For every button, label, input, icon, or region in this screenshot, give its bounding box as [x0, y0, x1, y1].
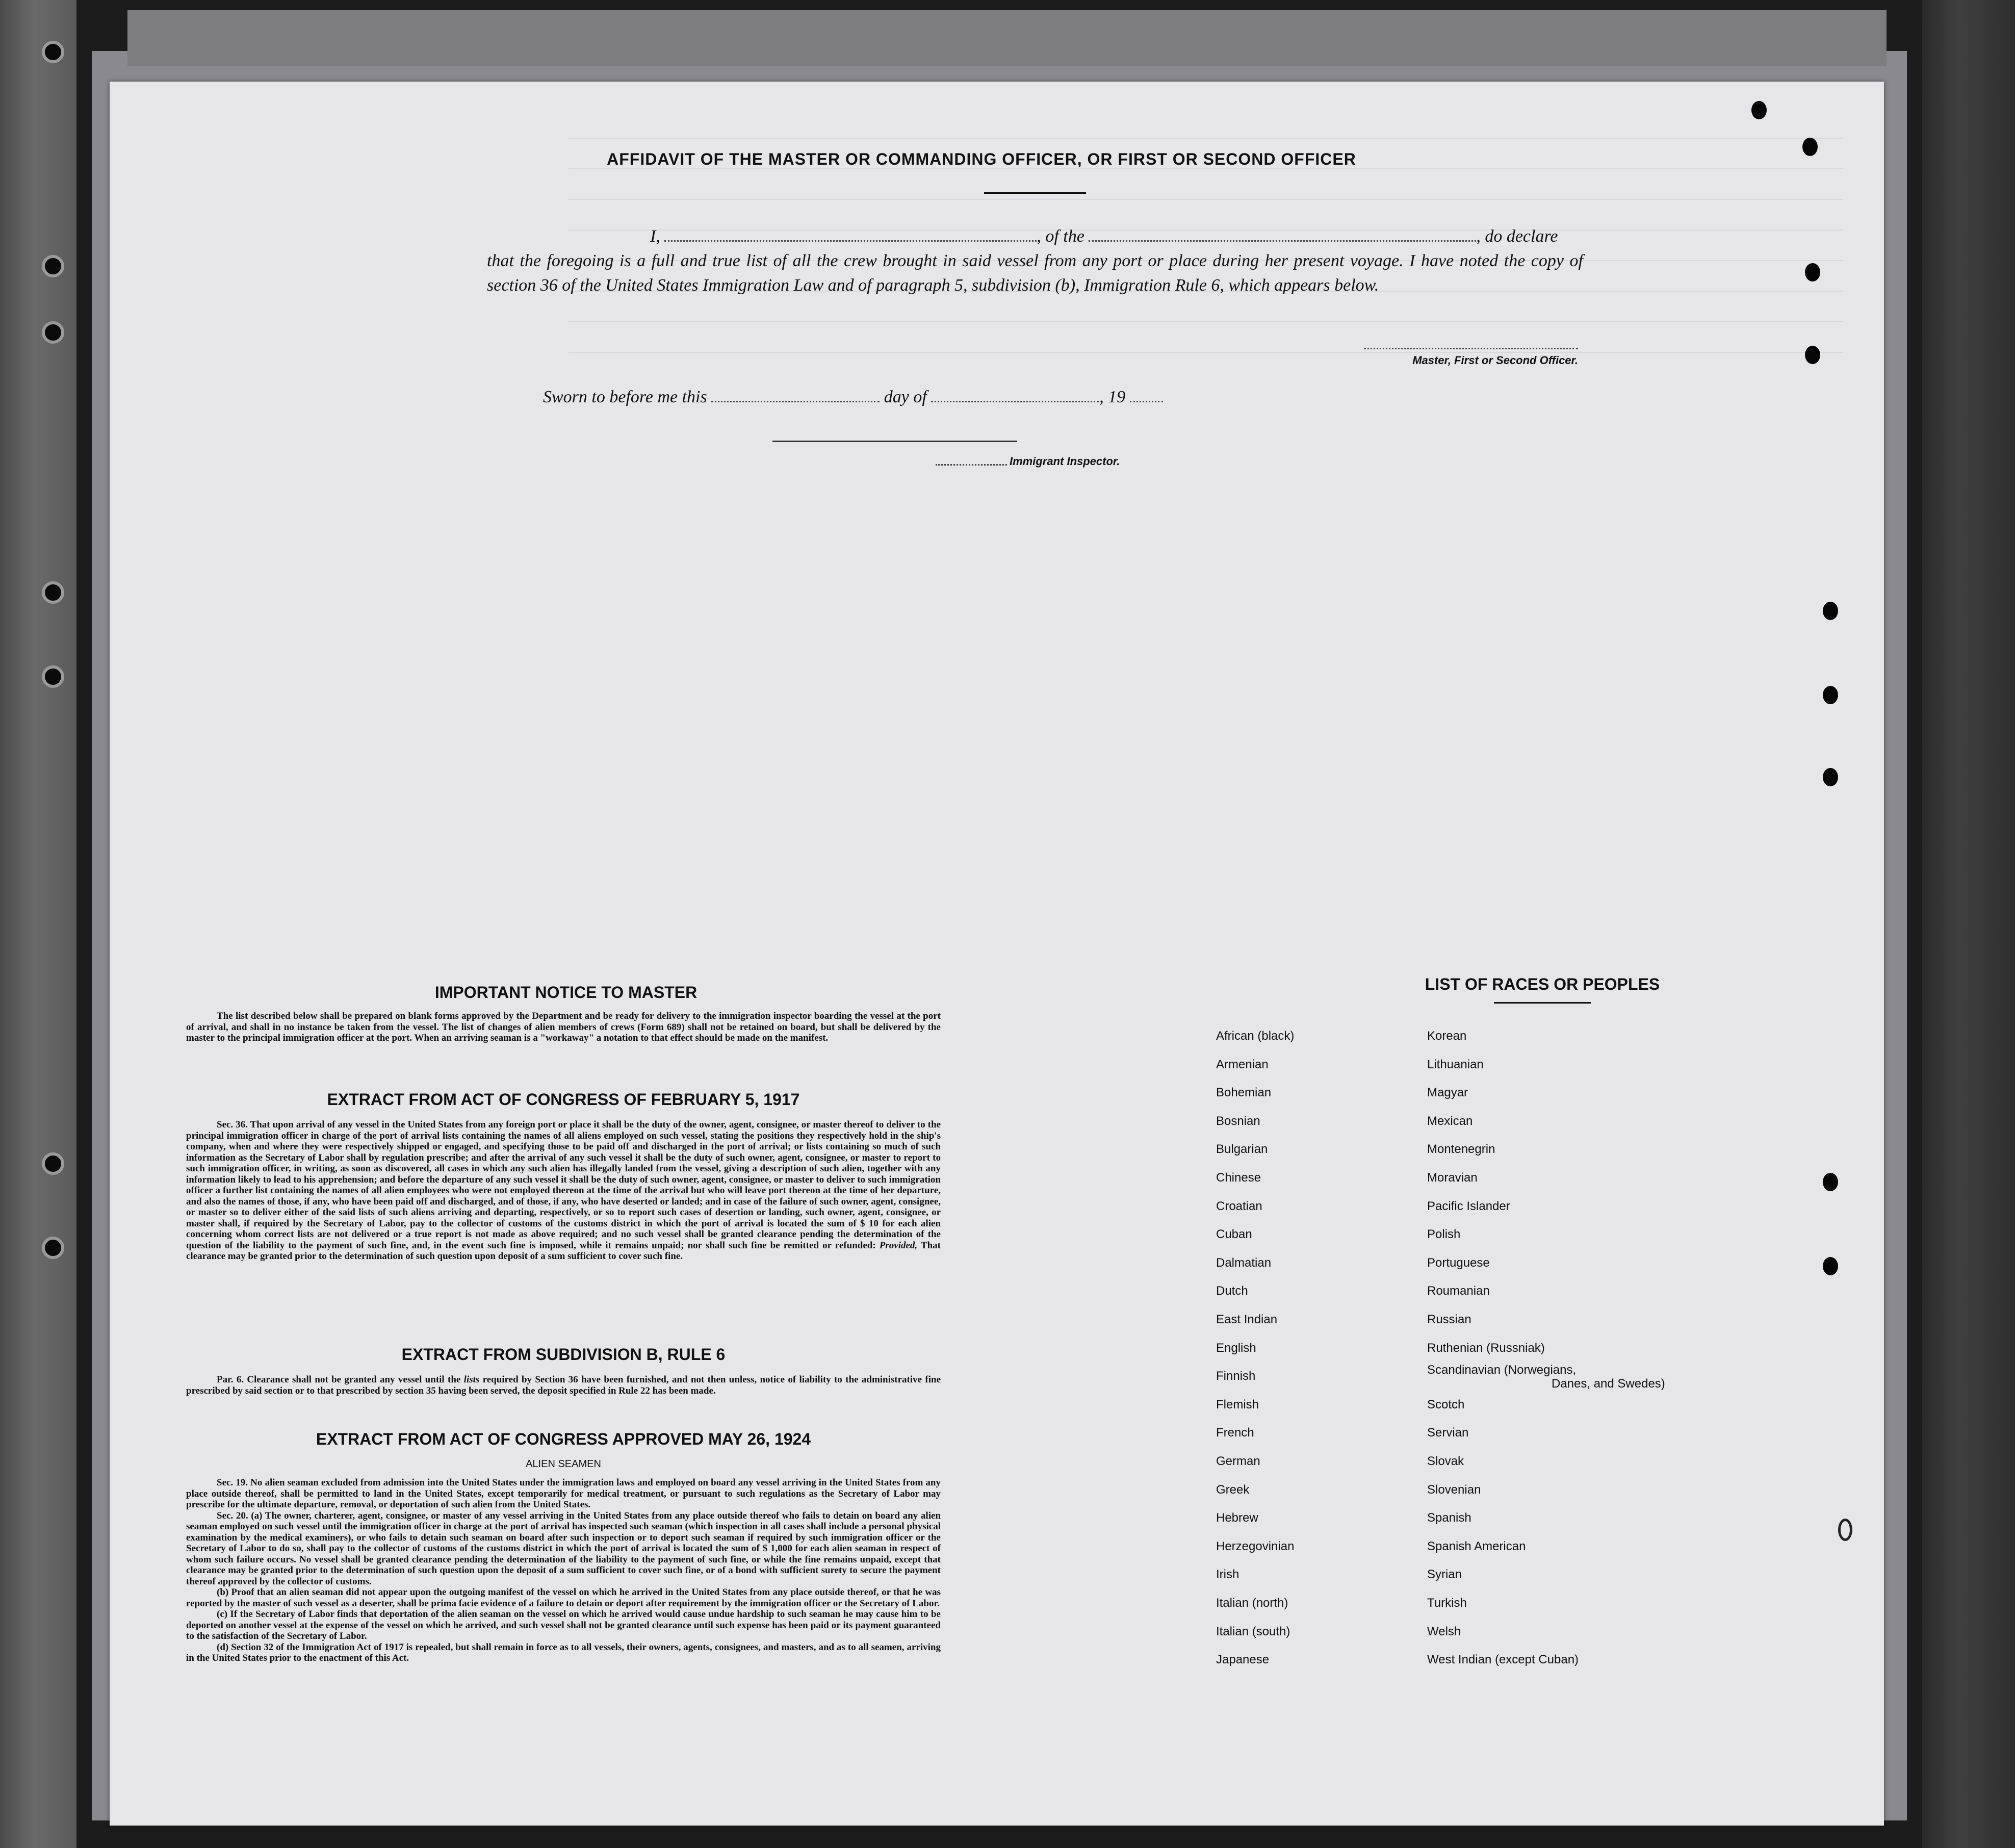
race-item: Lithuanian [1427, 1057, 1484, 1071]
alien-seamen-subtitle: ALIEN SEAMEN [526, 1458, 601, 1470]
race-item: Chinese [1216, 1171, 1261, 1185]
binder-hole [42, 1152, 64, 1175]
binder-edge [0, 0, 76, 1848]
extract-1917-text [186, 1119, 941, 1262]
race-item: Japanese [1216, 1653, 1270, 1667]
race-item: Pacific Islander [1427, 1199, 1510, 1213]
name-blank[interactable] [664, 229, 1037, 242]
race-item: African (black) [1216, 1029, 1295, 1043]
race-item: Roumanian [1427, 1284, 1490, 1298]
race-item: Moravian [1427, 1171, 1478, 1185]
race-item: Syrian [1427, 1568, 1462, 1582]
binder-hole [42, 581, 64, 604]
affidavit-statement: that the foregoing is a full and true list of all the crew brought in said vessel from any port or place during her present voyage. I have noted the copy of section 36 of the United States Immigration Law and of paragraph 5, subdivision (b), Immigration Rule 6, which appears below. [487, 251, 1583, 295]
title-underline [984, 192, 1086, 194]
race-item: West Indian (except Cuban) [1427, 1653, 1579, 1667]
race-item: Irish [1216, 1568, 1239, 1582]
race-item: Slovenian [1427, 1482, 1481, 1497]
punch-hole [1805, 346, 1820, 364]
rule6-text [186, 1374, 941, 1396]
vessel-blank[interactable] [1089, 229, 1476, 242]
race-item: Italian (south) [1216, 1624, 1290, 1638]
binder-edge-right [1922, 0, 2015, 1848]
race-item: Korean [1427, 1029, 1467, 1043]
master-signature-blank[interactable] [1364, 348, 1578, 349]
race-item: Russian [1427, 1313, 1471, 1326]
sec20b-paragraph: (b) Proof that an alien seaman did not appear upon the outgoing manifest of the vessel on which he arrived in the United States from any place outside thereof, or that he was reported by the master of such vessel as a deserter, shall be prima facie evidence of a failure to detain or deport after requirement by the immigration officer or the Secretary of Labor. [186, 1587, 941, 1609]
race-item: Croatian [1216, 1199, 1262, 1213]
rule6-paragraph [186, 1374, 941, 1396]
sworn-date-blank[interactable] [711, 390, 880, 402]
rule6-text-a: Par. 6. Clearance shall not be granted any vessel until the [217, 1374, 461, 1385]
notice-text [186, 1011, 941, 1044]
race-item: East Indian [1216, 1313, 1278, 1326]
race-item: Armenian [1216, 1057, 1269, 1071]
inspector-label [1010, 455, 1120, 468]
inspector-dots [936, 464, 1007, 466]
master-label: Master, First or Second Officer. [1412, 354, 1578, 367]
inspector-signature-line[interactable] [772, 441, 1017, 442]
race-item-continuation: Danes, and Swedes) [1552, 1377, 1665, 1391]
races-title-underline [1494, 1002, 1591, 1004]
underlying-page-top [127, 10, 1887, 66]
race-item: Magyar [1427, 1086, 1468, 1100]
punch-hole [1823, 768, 1838, 786]
race-item: Scotch [1427, 1397, 1465, 1411]
sworn-line [543, 388, 1163, 407]
sworn-prefix: Sworn to before me this [543, 388, 707, 406]
race-item: Servian [1427, 1426, 1469, 1440]
punch-hole [1823, 602, 1838, 620]
race-item: Spanish American [1427, 1539, 1526, 1553]
race-item: Scandinavian (Norwegians, [1427, 1363, 1577, 1377]
race-item: Italian (north) [1216, 1596, 1288, 1610]
race-item: Bulgarian [1216, 1142, 1268, 1157]
notice-title: IMPORTANT NOTICE TO MASTER [434, 983, 697, 1002]
race-item: Slovak [1427, 1454, 1464, 1468]
inspector-label-text: Immigrant Inspector. [1010, 455, 1120, 468]
race-item: Portuguese [1427, 1255, 1490, 1270]
race-item: Turkish [1427, 1596, 1467, 1610]
race-item: Dalmatian [1216, 1255, 1272, 1270]
sworn-month-blank[interactable] [931, 390, 1099, 402]
extract-1917-paragraph [186, 1119, 941, 1262]
affidavit-first-line [487, 224, 1583, 249]
binder-hole [42, 665, 64, 688]
race-item: Ruthenian (Russniak) [1427, 1341, 1545, 1355]
extract-1924-text [186, 1477, 941, 1664]
lists-word: lists [463, 1374, 480, 1385]
punch-hole [1823, 686, 1838, 704]
provided-word: Provided, [879, 1240, 918, 1251]
extract-1924-title: EXTRACT FROM ACT OF CONGRESS APPROVED MAY 26, 1924 [316, 1430, 811, 1448]
race-item: German [1216, 1454, 1260, 1468]
sworn-day: day of [884, 388, 927, 406]
rule6-text-b: required by Section 36 have been furnished, and not then unless, notice of liability to the administrative fine prescribed by said section or to that prescribed by section 35 having been served, the deposit specified in Rule 22 has been made. [186, 1374, 941, 1396]
race-item: English [1216, 1341, 1256, 1355]
affidavit-i: I, [650, 227, 660, 246]
document-page [110, 82, 1884, 1826]
sec20c-paragraph: (c) If the Secretary of Labor finds that deportation of the alien seaman on the vessel on which he arrived would cause undue hardship to such seaman he may cause him to be deported on another vessel at the expense of the vessel on which he arrived, and such vessel shall not be granted clearance until such expense has been paid or its payment guaranteed to the satisfaction of the Secretary of Labor. [186, 1609, 941, 1641]
affidavit-title: AFFIDAVIT OF THE MASTER OR COMMANDING OFFICER, OR FIRST OR SECOND OFFICER [607, 150, 1356, 168]
punch-hole [1823, 1173, 1838, 1191]
race-item: Polish [1427, 1227, 1461, 1242]
race-item: Welsh [1427, 1624, 1461, 1638]
races-title: LIST OF RACES OR PEOPLES [1425, 975, 1660, 993]
race-item: Dutch [1216, 1284, 1248, 1298]
race-item: Herzegovinian [1216, 1539, 1295, 1553]
race-item: Flemish [1216, 1397, 1259, 1411]
race-item: Montenegrin [1427, 1142, 1495, 1157]
affidavit-of-the: , of the [1037, 227, 1084, 246]
sworn-year: , 19 [1099, 388, 1126, 406]
race-item: Finnish [1216, 1369, 1256, 1383]
race-item: Cuban [1216, 1227, 1252, 1242]
race-item: Greek [1216, 1482, 1250, 1497]
punch-hole [1751, 101, 1767, 119]
binder-hole [42, 41, 64, 63]
sworn-year-blank[interactable] [1130, 390, 1163, 402]
sec20d-paragraph: (d) Section 32 of the Immigration Act of 1917 is repealed, but shall remain in force as to all vessels, their owners, agents, consignees, and masters, and as to all seamen, arriving in the United States prior to the enactment of this Act. [186, 1641, 941, 1663]
rule6-title: EXTRACT FROM SUBDIVISION B, RULE 6 [401, 1345, 726, 1364]
binder-hole [42, 1237, 64, 1259]
extract-1917-main: Sec. 36. That upon arrival of any vessel in the United States from any foreign port or place it shall be the duty of the owner, agent, consignee, or master thereof to deliver to the principal immigration officer in charge of the port of arrival lists containing the names of all aliens employed on such vessel, stating the positions they respectively hold in the ship's company, when and where they were respectively shipped or engaged, and specifying those to be paid off and discharged in the port of arrival; or lists containing so much of such information as the Secretary of Labor shall by regulation prescribe; and after the arrival of any such vessel it shall be the duty of such owner, agent, consignee, or master to report to such immigration officer, in writing, as soon as discovered, all cases in which any such alien has illegally landed from the vessel, giving a description of such alien, together with any information likely to lead to his apprehension; and before the departure of any such vessel it shall be the duty of such owner, agent, consignee, or master to deliver to such immigration officer a further list containing the names of all alien employees who were not employed thereon at the time of the arrival but who will leave port thereon at the time of her departure, and also the names of those, if any, who have been paid off and discharged, and of those, if any, who have deserted or landed; and in case of the failure of such owner, agent, consignee, or master so to deliver either of the said lists of such aliens arriving and departing, respectively, or so to report such cases of desertion or landing, such owner, agent, consignee, or master shall, if required by the Secretary of Labor, pay to the collector of customs of the customs district in which the port of arrival is located the sum of $ 10 for each alien concerning whom correct lists are not delivered or a true report is not made as above required; and no such vessel shall be granted clearance pending the determination of the question of the liability to the payment of such fine, and, in the event such fine is imposed, while it remains unpaid; nor shall such fine be remitted or refunded: [186, 1119, 941, 1251]
sec19-paragraph: Sec. 19. No alien seaman excluded from admission into the United States under the immigration laws and employed on board any vessel arriving in the United States from any place outside thereof, shall be permitted to land in the United States, except temporarily for medical treatment, or pursuant to such regulations as the Secretary of Labor may prescribe for the ultimate departure, removal, or deportation of such alien from the United States. [186, 1477, 941, 1510]
extract-1917-proviso: That clearance may be granted prior to the determination of such question upon deposit of a sum sufficient to cover such fine. [186, 1240, 941, 1262]
race-item: Bohemian [1216, 1086, 1272, 1100]
race-item: Hebrew [1216, 1511, 1258, 1525]
race-item: Mexican [1427, 1114, 1473, 1128]
sec20a-paragraph: Sec. 20. (a) The owner, charterer, agent, consignee, or master of any vessel arriving in the United States from any place outside thereof who fails to detain on board any alien seaman employed on such vessel until the immigration officer in charge at the port of arrival has inspected such seaman (which inspection in all cases shall include a personal physical examination by the medical examiners), or who fails to detain such seaman on board after such inspection or to deport such seaman if required by such immigration officer or the Secretary of Labor to do so, shall pay to the collector of customs of the customs district in which the port of arrival is located the sum of $ 1,000 for each alien seaman in respect of whom such failure occurs. No vessel shall be granted clearance pending the determination of the liability to the payment of such fine, or while the fine remains unpaid, except that clearance may be granted prior to the determination of such question upon the deposit of a sum sufficient to cover such fine, or of a bond with sufficient surety to secure the payment thereof approved by the collector of customs. [186, 1510, 941, 1587]
extract-1917-title: EXTRACT FROM ACT OF CONGRESS OF FEBRUARY 5, 1917 [327, 1090, 800, 1109]
notice-paragraph: The list described below shall be prepared on blank forms approved by the Department and be ready for delivery to the immigration inspector boarding the vessel at the port of arrival, and shall in no instance be taken from the vessel. The list of changes of alien members of crews (Form 689) shall not be retained on board, but shall be delivered by the master to the principal immigration officer at the port. When an arriving seaman is a "workaway" a notation to that effect should be made on the manifest. [186, 1011, 941, 1043]
punch-hole [1823, 1257, 1838, 1275]
binder-hole [42, 321, 64, 344]
race-item: Bosnian [1216, 1114, 1260, 1128]
punch-hole [1805, 263, 1820, 281]
punch-ring [1838, 1519, 1852, 1541]
race-item: Spanish [1427, 1511, 1471, 1525]
affidavit-body [487, 224, 1583, 298]
race-item: French [1216, 1426, 1254, 1440]
punch-hole [1802, 138, 1818, 156]
binder-hole [42, 255, 64, 277]
affidavit-declare: , do declare [1476, 227, 1558, 246]
